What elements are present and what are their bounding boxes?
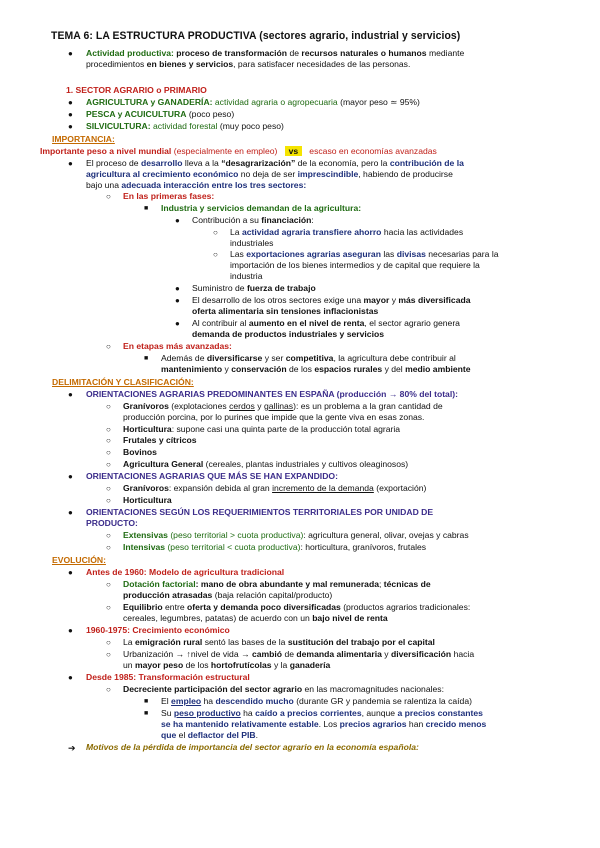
bullet-dot: ●	[175, 284, 180, 293]
bullet-dot: ●	[175, 216, 180, 225]
section-heading-evolucion: EVOLUCIÓN:	[52, 555, 106, 565]
bullet-dot: ●	[68, 568, 73, 577]
list-item: Decreciente participación del sector agrario en las macromagnitudes nacionales:	[123, 684, 444, 694]
bullet-dot: ●	[68, 98, 73, 107]
list-item: Intensivas (peso territorial < cuota productiva): horticultura, granívoros, frutales	[123, 542, 427, 552]
list-item-cont: cereales, legumbres, patatas) de acuerdo con un bajo nivel de renta	[123, 613, 388, 623]
list-item-cont: mantenimiento y conservación de los espacios rurales y del medio ambiente	[161, 364, 471, 374]
bullet-square: ■	[144, 698, 149, 705]
period-heading: Desde 1985: Transformación estructural	[86, 672, 250, 682]
list-item: Horticultura	[123, 495, 172, 505]
list-item: El empleo ha descendido mucho (durante GR y pandemia se ralentiza la caída)	[161, 696, 472, 706]
list-item: El desarrollo de los otros sectores exige una mayor y más diversificada	[192, 295, 471, 305]
intro-line-2: procedimientos en bienes y servicios, para satisfacer necesidades de las personas.	[86, 59, 411, 69]
list-item-cont: producción porcina, por lo purines que impide que la gente viva en esas zonas.	[123, 412, 425, 422]
list-item: Bovinos	[123, 447, 157, 457]
orientation-heading-cont: PRODUCTO:	[86, 518, 138, 528]
period-heading: 1960-1975: Crecimiento económico	[86, 625, 230, 635]
list-item: Granívoros (explotaciones cerdos y gallinas): es un problema a la gran cantidad de	[123, 401, 443, 411]
bullet-circle: ○	[106, 436, 111, 445]
list-item: Equilibrio entre oferta y demanda poco diversificadas (productos agrarios tradicionales:	[123, 602, 471, 612]
bullet-dot: ●	[175, 296, 180, 305]
paragraph-line: bajo una adecuada interacción entre los tres sectores:	[86, 180, 307, 190]
list-item: La actividad agraria transfiere ahorro hacia las actividades	[230, 227, 464, 237]
bullet-circle: ○	[106, 638, 111, 647]
motivos-heading: Motivos de la pérdida de importancia del sector agrario en la economía española:	[86, 742, 419, 752]
bullet-dot: ●	[175, 319, 180, 328]
paragraph-line: El proceso de desarrollo lleva a la “desagrarización” de la economía, pero la contribución de la	[86, 158, 464, 168]
bullet-circle: ○	[106, 192, 111, 201]
bullet-circle: ○	[106, 460, 111, 469]
list-item-cont: oferta alimentaria sin tensiones inflacionistas	[192, 306, 379, 316]
phase-heading: En etapas más avanzadas:	[123, 341, 232, 351]
list-item: Frutales y cítricos	[123, 435, 197, 445]
list-item: Además de diversificarse y ser competitiva, la agricultura debe contribuir al	[161, 353, 456, 363]
list-item-cont: que el deflactor del PIB.	[161, 730, 258, 740]
list-item: Al contribuir al aumento en el nivel de renta, el sector agrario genera	[192, 318, 460, 328]
list-item-cont: industria	[230, 271, 263, 281]
sector-item: AGRICULTURA y GANADERÍA: actividad agraria o agropecuaria (mayor peso ≃ 95%)	[86, 97, 420, 107]
bullet-circle: ○	[213, 228, 218, 237]
arrow-icon: ➔	[68, 743, 76, 753]
importancia-comparison: Importante peso a nivel mundial (especialmente en empleo) vs escaso en economías avanzadas	[40, 146, 437, 156]
intro-term: Actividad productiva:	[86, 48, 174, 58]
list-item: Contribución a su financiación:	[192, 215, 314, 225]
bullet-dot: ●	[68, 390, 73, 399]
sector-item: SILVICULTURA: actividad forestal (muy poco peso)	[86, 121, 284, 131]
section-heading-importancia: IMPORTANCIA:	[52, 134, 115, 144]
orientation-heading: ORIENTACIONES AGRARIAS PREDOMINANTES EN ESPAÑA (producción → 80% del total):	[86, 389, 458, 399]
bullet-dot: ●	[68, 49, 73, 58]
bullet-circle: ○	[106, 484, 111, 493]
list-item: Extensivas (peso territorial > cuota productiva): agricultura general, olivar, ovejas y cabras	[123, 530, 469, 540]
list-item: Agricultura General (cereales, plantas industriales y cultivos oleaginosos)	[123, 459, 409, 469]
bullet-circle: ○	[106, 496, 111, 505]
list-item-cont: importación de los bienes intermedios y de capital que requiere la	[230, 260, 480, 270]
list-item: Urbanización → ↑nivel de vida → cambió de demanda alimentaria y diversificación hacia	[123, 649, 475, 659]
orientation-heading: ORIENTACIONES SEGÚN LOS REQUERIMIENTOS TERRITORIALES POR UNIDAD DE	[86, 507, 434, 517]
bullet-dot: ●	[68, 673, 73, 682]
paragraph-line: agricultura al crecimiento económico no deja de ser imprescindible, habiendo de producirse	[86, 169, 453, 179]
list-item-cont: producción atrasadas (baja relación capital/producto)	[123, 590, 333, 600]
bullet-circle: ○	[106, 603, 111, 612]
bullet-circle: ○	[106, 425, 111, 434]
list-item: Su peso productivo ha caído a precios corrientes, aunque a precios constantes	[161, 708, 483, 718]
document-title: TEMA 6: LA ESTRUCTURA PRODUCTIVA (sectores agrario, industrial y servicios)	[51, 30, 461, 42]
list-item-cont: se ha mantenido relativamente estable. Los precios agrarios han crecido menos	[161, 719, 487, 729]
bullet-circle: ○	[106, 448, 111, 457]
bullet-square: ■	[144, 710, 149, 717]
bullet-dot: ●	[68, 472, 73, 481]
sector-item: PESCA y ACUICULTURA (poco peso)	[86, 109, 235, 119]
bullet-square: ■	[144, 355, 149, 362]
bullet-circle: ○	[213, 250, 218, 259]
bullet-dot: ●	[68, 122, 73, 131]
section-heading-delimitacion: DELIMITACIÓN Y CLASIFICACIÓN:	[52, 377, 194, 387]
period-heading: Antes de 1960: Modelo de agricultura tradicional	[86, 567, 285, 577]
section-heading-sector-agrario: 1. SECTOR AGRARIO o PRIMARIO	[66, 85, 207, 95]
bullet-dot: ●	[68, 508, 73, 517]
vs-highlight: vs	[285, 146, 303, 156]
list-item: Suministro de fuerza de trabajo	[192, 283, 316, 293]
bullet-circle: ○	[106, 543, 111, 552]
bullet-circle: ○	[106, 580, 111, 589]
subheading: Industria y servicios demandan de la agricultura:	[161, 203, 362, 213]
list-item: Horticultura: supone casi una quinta parte de la producción total agraria	[123, 424, 401, 434]
bullet-circle: ○	[106, 685, 111, 694]
bullet-circle: ○	[106, 402, 111, 411]
bullet-dot: ●	[68, 626, 73, 635]
list-item-cont: industriales	[230, 238, 274, 248]
list-item: La emigración rural sentó las bases de la sustitución del trabajo por el capital	[123, 637, 435, 647]
list-item: Las exportaciones agrarias aseguran las divisas necesarias para la	[230, 249, 499, 259]
intro-line-1: Actividad productiva: proceso de transformación de recursos naturales o humanos mediante	[86, 48, 465, 58]
list-item-cont: demanda de productos industriales y servicios	[192, 329, 384, 339]
list-item: Granívoros: expansión debida al gran incremento de la demanda (exportación)	[123, 483, 427, 493]
list-item-cont: un mayor peso de los hortofrutícolas y la ganadería	[123, 660, 331, 670]
bullet-dot: ●	[68, 159, 73, 168]
phase-heading: En las primeras fases:	[123, 191, 215, 201]
list-item: Dotación factorial: mano de obra abundante y mal remunerada; técnicas de	[123, 579, 431, 589]
bullet-circle: ○	[106, 342, 111, 351]
orientation-heading: ORIENTACIONES AGRARIAS QUE MÁS SE HAN EXPANDIDO:	[86, 471, 338, 481]
bullet-dot: ●	[68, 110, 73, 119]
bullet-square: ■	[144, 205, 149, 212]
bullet-circle: ○	[106, 650, 111, 659]
bullet-circle: ○	[106, 531, 111, 540]
